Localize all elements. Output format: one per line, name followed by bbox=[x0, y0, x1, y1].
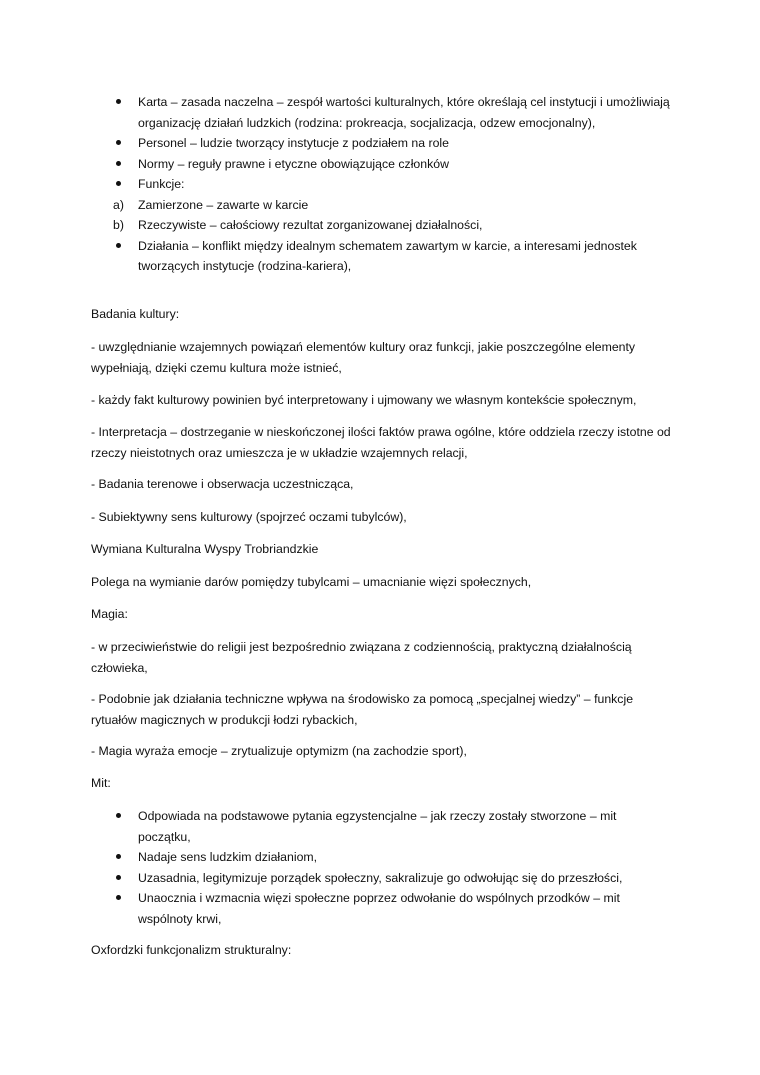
bullet-icon bbox=[116, 875, 121, 880]
paragraph: - Interpretacja – dostrzeganie w nieskończonej ilości faktów prawa ogólne, które oddziela rzeczy istotne od rzeczy nieistotnych oraz umieszcza je w układzie wzajemnych relacji, bbox=[91, 425, 671, 460]
list-item bbox=[0, 868, 670, 889]
section-heading-mit: Mit: bbox=[91, 776, 111, 790]
section-heading-wymiana: Wymiana Kulturalna Wyspy Trobriandzkie bbox=[91, 542, 319, 556]
list-item bbox=[0, 154, 670, 175]
list-item-text: Funkcje: bbox=[138, 177, 185, 191]
list-item-marker: b) bbox=[113, 218, 124, 232]
institution-elements-list bbox=[0, 92, 760, 277]
list-item-text: Działania – konflikt między idealnym schematem zawartym w karcie, a interesami jednostek tworzących instytucje (rodzina-kariera), bbox=[138, 238, 637, 273]
list-item bbox=[0, 92, 670, 133]
list-item bbox=[0, 847, 670, 868]
list-item bbox=[0, 215, 670, 236]
paragraph: - każdy fakt kulturowy powinien być interpretowany i ujmowany we własnym kontekście społecznym, bbox=[91, 393, 637, 407]
paragraph: Polega na wymianie darów pomiędzy tubylcami – umacnianie więzi społecznych, bbox=[91, 575, 532, 589]
list-item-text: Uzasadnia, legitymizuje porządek społeczny, sakralizuje go odwołując się do przeszłości, bbox=[138, 870, 623, 885]
bullet-icon bbox=[116, 181, 121, 186]
paragraph: - Subiektywny sens kulturowy (spojrzeć oczami tubylców), bbox=[91, 510, 407, 524]
bullet-icon bbox=[116, 161, 121, 166]
list-item-text: Unaocznia i wzmacnia więzi społeczne poprzez odwołanie do wspólnych przodków – mit wspólnoty krwi, bbox=[138, 891, 620, 926]
paragraph: - Magia wyraża emocje – zrytualizuje optymizm (na zachodzie sport), bbox=[91, 744, 467, 758]
list-item bbox=[0, 806, 670, 847]
bullet-icon bbox=[116, 813, 121, 818]
myth-functions-list bbox=[0, 806, 760, 929]
list-item bbox=[0, 133, 670, 154]
paragraph: - Podobnie jak działania techniczne wpływa na środowisko za pomocą „specjalnej wiedzy” – funkcje rytuałów magicznych w produkcji łodzi rybackich, bbox=[91, 692, 634, 727]
list-item bbox=[0, 195, 670, 216]
list-item-text: Rzeczywiste – całościowy rezultat zorganizowanej działalności, bbox=[138, 218, 483, 232]
bullet-icon bbox=[116, 140, 121, 145]
bullet-icon bbox=[116, 854, 121, 859]
list-item-text: Odpowiada na podstawowe pytania egzystencjalne – jak rzeczy zostały stworzone – mit początku, bbox=[138, 809, 617, 844]
bullet-icon bbox=[116, 99, 121, 104]
bullet-icon bbox=[116, 895, 121, 900]
list-item-text: Personel – ludzie tworzący instytucje z podziałem na role bbox=[138, 136, 449, 150]
list-item-marker: a) bbox=[113, 197, 124, 212]
section-heading-magia: Magia: bbox=[91, 607, 128, 621]
paragraph: - uwzględnianie wzajemnych powiązań elementów kultury oraz funkcji, jakie poszczególne elementy wypełniają, dzięki czemu kultura może istnieć, bbox=[91, 340, 636, 375]
list-item bbox=[0, 236, 670, 277]
section-heading-badania: Badania kultury: bbox=[91, 307, 180, 321]
list-item-text: Karta – zasada naczelna – zespół wartości kulturalnych, które określają cel instytucji i umożliwiają organizację działań ludzkich (rodzina: prokreacja, socjalizacja, odzew emocjonalny), bbox=[138, 95, 670, 130]
bullet-icon bbox=[116, 243, 121, 248]
list-item-text: Zamierzone – zawarte w karcie bbox=[138, 197, 309, 212]
list-item-text: Nadaje sens ludzkim działaniom, bbox=[138, 850, 318, 864]
list-item-text: Normy – reguły prawne i etyczne obowiązujące członków bbox=[138, 156, 449, 171]
list-item bbox=[0, 174, 670, 195]
paragraph: - Badania terenowe i obserwacja uczestnicząca, bbox=[91, 477, 354, 491]
paragraph: - w przeciwieństwie do religii jest bezpośrednio związana z codziennością, praktyczną działalnością człowieka, bbox=[91, 640, 632, 675]
section-heading-oxford: Oxfordzki funkcjonalizm strukturalny: bbox=[91, 943, 292, 957]
list-item bbox=[0, 888, 670, 929]
